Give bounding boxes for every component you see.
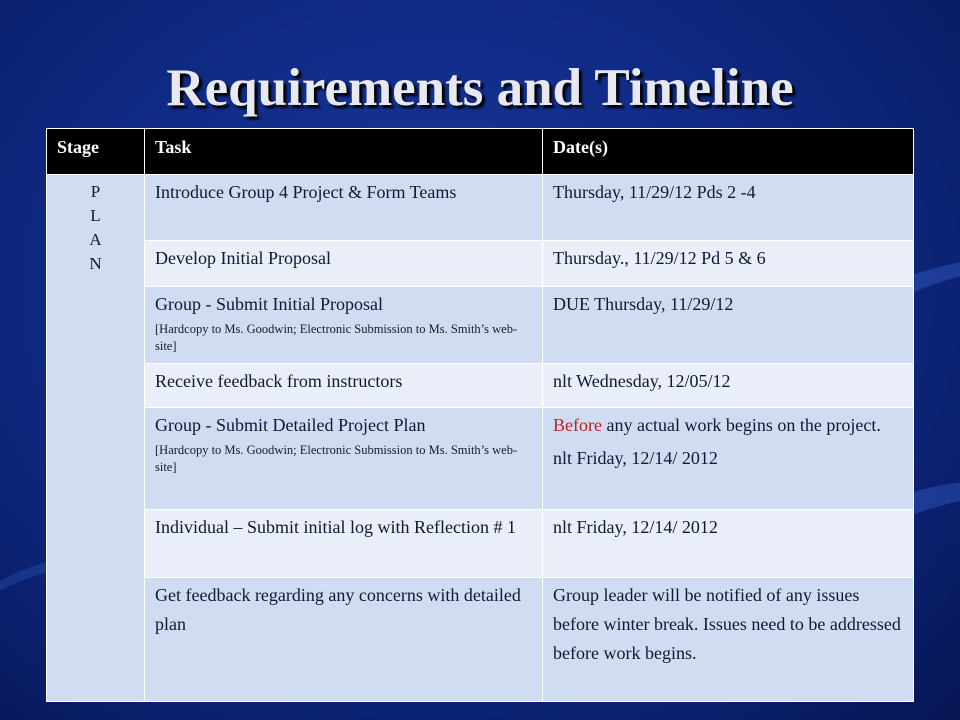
table-row [47,578,914,702]
header-dates: Date(s) [543,129,914,175]
table-header-row [47,129,914,175]
date-cell [543,408,914,510]
task-cell [145,287,543,364]
table-row [47,241,914,287]
task-text: Group - Submit Detailed Project Plan [155,415,426,435]
date-highlight: Before [553,415,602,435]
task-cell [145,408,543,510]
date-text [553,411,903,440]
table-row [47,175,914,241]
date-cell: Thursday, 11/29/12 Pds 2 -4 [543,175,914,241]
task-cell: Introduce Group 4 Project & Form Teams [145,175,543,241]
table-row [47,287,914,364]
stage-letter: L [90,206,101,225]
date-rest: any actual work begins on the project. [601,415,881,435]
date-cell: Group leader will be notified of any issues before winter break. Issues need to be addressed before work begins. [543,578,914,702]
header-stage: Stage [47,129,145,175]
date-line2: nlt Friday, 12/14/ 2012 [553,448,718,468]
stage-cell [47,175,145,702]
stage-letter: N [89,254,102,273]
date-cell: DUE Thursday, 11/29/12 [543,287,914,364]
date-cell: Thursday., 11/29/12 Pd 5 & 6 [543,241,914,287]
task-cell: Develop Initial Proposal [145,241,543,287]
table-row [47,510,914,578]
task-cell: Individual – Submit initial log with Reflection # 1 [145,510,543,578]
timeline-table [46,128,914,702]
task-cell: Receive feedback from instructors [145,364,543,408]
task-cell: Get feedback regarding any concerns with detailed plan [145,578,543,702]
task-note: [Hardcopy to Ms. Goodwin; Electronic Submission to Ms. Smith’s web-site] [155,443,518,474]
table-row [47,408,914,510]
task-text: Group - Submit Initial Proposal [155,294,383,314]
stage-letter: A [89,230,102,249]
table-row [47,364,914,408]
stage-letter: P [90,182,101,201]
date-cell: nlt Wednesday, 12/05/12 [543,364,914,408]
task-note: [Hardcopy to Ms. Goodwin; Electronic Submission to Ms. Smith’s web-site] [155,322,518,353]
header-task: Task [145,129,543,175]
slide-title: Requirements and Timeline [166,59,794,117]
date-cell: nlt Friday, 12/14/ 2012 [543,510,914,578]
